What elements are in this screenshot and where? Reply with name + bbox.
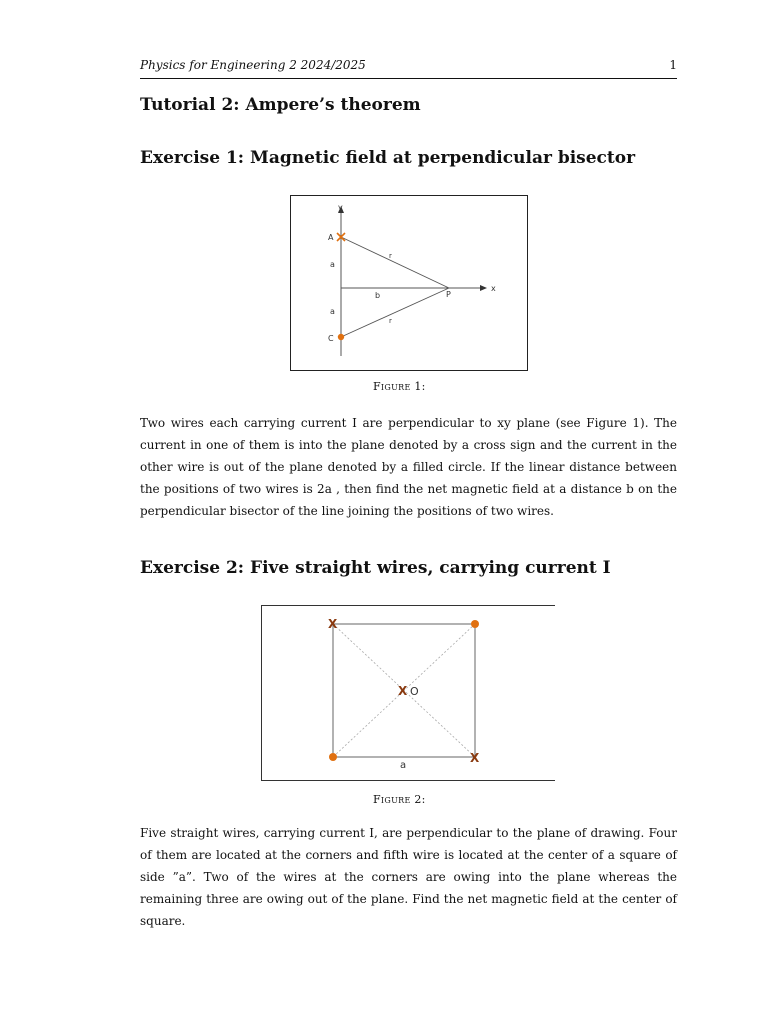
figure1-diagram xyxy=(291,196,527,370)
label-a-point: A xyxy=(328,233,334,242)
corner-top-right-dot-icon xyxy=(471,620,479,628)
side-label: a xyxy=(400,760,407,771)
exercise2-title: Exercise 2: Five straight wires, carrying current I xyxy=(140,558,611,578)
figure2-caption xyxy=(373,793,426,806)
figure2-diagram xyxy=(261,605,555,781)
figure1 xyxy=(290,195,528,371)
corner-bottom-left-dot-icon xyxy=(329,753,337,761)
figure1-caption-label: Figure 1: xyxy=(373,380,426,393)
figure2 xyxy=(261,605,555,781)
header-rule xyxy=(140,78,677,79)
label-b-distance: b xyxy=(375,291,381,300)
label-a-distance-top: a xyxy=(330,260,335,269)
tutorial-title: Tutorial 2: Ampere’s theorem xyxy=(140,95,421,115)
label-p-point: P xyxy=(446,290,451,299)
x-axis-arrow-icon xyxy=(480,285,487,291)
line-a-to-p xyxy=(341,237,449,288)
center-circle-icon: O xyxy=(410,685,419,698)
label-c-point: C xyxy=(328,334,334,343)
label-r-bottom: r xyxy=(389,317,392,325)
label-r-top: r xyxy=(389,252,392,260)
center-cross-icon: X xyxy=(398,684,408,698)
label-a-distance-bottom: a xyxy=(330,307,335,316)
line-c-to-p xyxy=(341,288,449,337)
x-axis-label: x xyxy=(491,284,496,293)
exercise1-text: Two wires each carrying current I are perpendicular to xy plane (see Figure 1). The current in one of them is into the plane denoted by a cross sign and the current in the other wire is out of the plane denoted by a filled circle. If the linear distance between the positions of two wires is 2a , then find the net magnetic field at a distance b on the perpendicular bisector of the line joining the positions of two wires. xyxy=(140,416,677,518)
corner-top-left-cross-icon: X xyxy=(328,617,338,631)
page-number: 1 xyxy=(669,58,677,72)
running-header xyxy=(140,58,677,72)
y-axis-label: y xyxy=(338,203,343,212)
running-title: Physics for Engineering 2 2024/2025 xyxy=(140,58,366,72)
wire-c-dot-icon xyxy=(338,334,344,340)
figure2-caption-label: Figure 2: xyxy=(373,793,426,806)
corner-bottom-right-cross-icon: X xyxy=(470,751,480,765)
exercise2-text: Five straight wires, carrying current I, are perpendicular to the plane of drawing. Four of them are located at the corners and fifth wire is located at the center of a square of side ”a”. Two of the wires at the corners are owing into the plane whereas the remaining three are owing out of the plane. Find the net magnetic field at the center of square. xyxy=(140,826,677,928)
figure1-caption xyxy=(373,380,426,393)
exercise1-title: Exercise 1: Magnetic field at perpendicular bisector xyxy=(140,148,636,168)
